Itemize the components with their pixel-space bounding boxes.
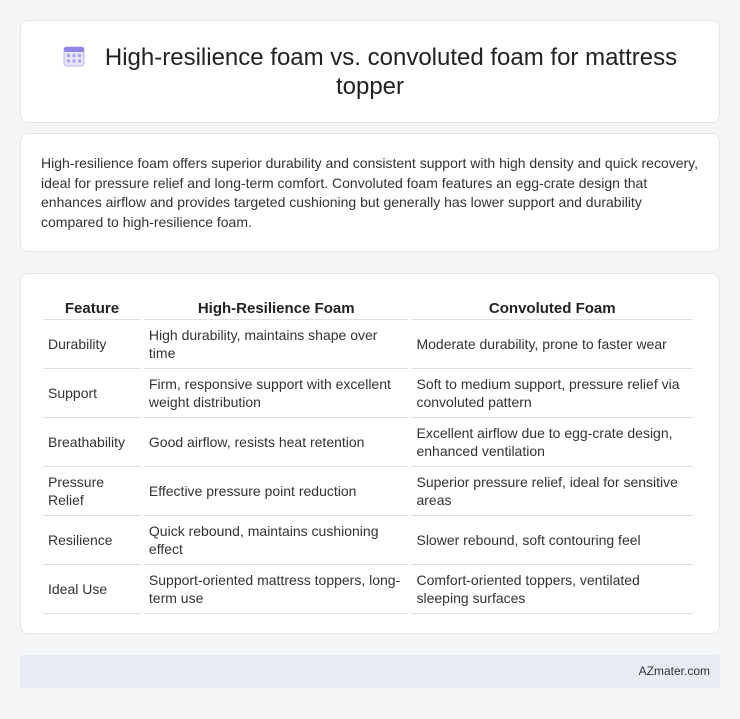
table-row xyxy=(43,565,693,614)
comparison-card xyxy=(20,273,720,634)
convoluted-cell: Slower rebound, soft contouring feel xyxy=(411,516,693,565)
table-row xyxy=(43,418,693,467)
comparison-table xyxy=(40,294,696,614)
summary-card xyxy=(20,133,720,252)
high-resilience-cell: High durability, maintains shape over time xyxy=(144,320,409,369)
title-card xyxy=(20,20,720,123)
summary-text: High-resilience foam offers superior durability and consistent support with high density and quick recovery, ideal for pressure relief and long-term comfort. Convoluted foam features an egg-crate design that enhances airflow and provides targeted cushioning but generally has lower support and durability compared to high-resilience foam. xyxy=(41,155,699,230)
high-resilience-cell: Support-oriented mattress toppers, long-term use xyxy=(144,565,409,614)
convoluted-cell: Excellent airflow due to egg-crate design, enhanced ventilation xyxy=(411,418,693,467)
convoluted-cell: Moderate durability, prone to faster wear xyxy=(411,320,693,369)
footer-site-name: AZmater.com xyxy=(638,664,710,678)
feature-cell: Durability xyxy=(43,320,141,369)
page-title-text: High-resilience foam vs. convoluted foam for mattress topper xyxy=(104,43,678,100)
high-resilience-cell: Quick rebound, maintains cushioning effect xyxy=(144,516,409,565)
convoluted-cell: Comfort-oriented toppers, ventilated sleeping surfaces xyxy=(411,565,693,614)
high-resilience-cell: Firm, responsive support with excellent weight distribution xyxy=(144,369,409,418)
table-row xyxy=(43,516,693,565)
feature-cell: Ideal Use xyxy=(43,565,141,614)
convoluted-cell: Superior pressure relief, ideal for sensitive areas xyxy=(411,467,693,516)
table-row xyxy=(43,467,693,516)
table-row xyxy=(43,320,693,369)
column-header-convoluted: Convoluted Foam xyxy=(411,294,693,320)
footer-bar xyxy=(20,655,720,688)
high-resilience-cell: Good airflow, resists heat retention xyxy=(144,418,409,467)
feature-cell: Pressure Relief xyxy=(43,467,141,516)
calendar-icon xyxy=(63,45,85,67)
table-row xyxy=(43,369,693,418)
high-resilience-cell: Effective pressure point reduction xyxy=(144,467,409,516)
column-header-feature: Feature xyxy=(43,294,141,320)
table-header-row xyxy=(43,294,693,320)
feature-cell: Resilience xyxy=(43,516,141,565)
page-title xyxy=(61,43,679,101)
feature-cell: Support xyxy=(43,369,141,418)
convoluted-cell: Soft to medium support, pressure relief via convoluted pattern xyxy=(411,369,693,418)
column-header-high-resilience: High-Resilience Foam xyxy=(144,294,409,320)
feature-cell: Breathability xyxy=(43,418,141,467)
